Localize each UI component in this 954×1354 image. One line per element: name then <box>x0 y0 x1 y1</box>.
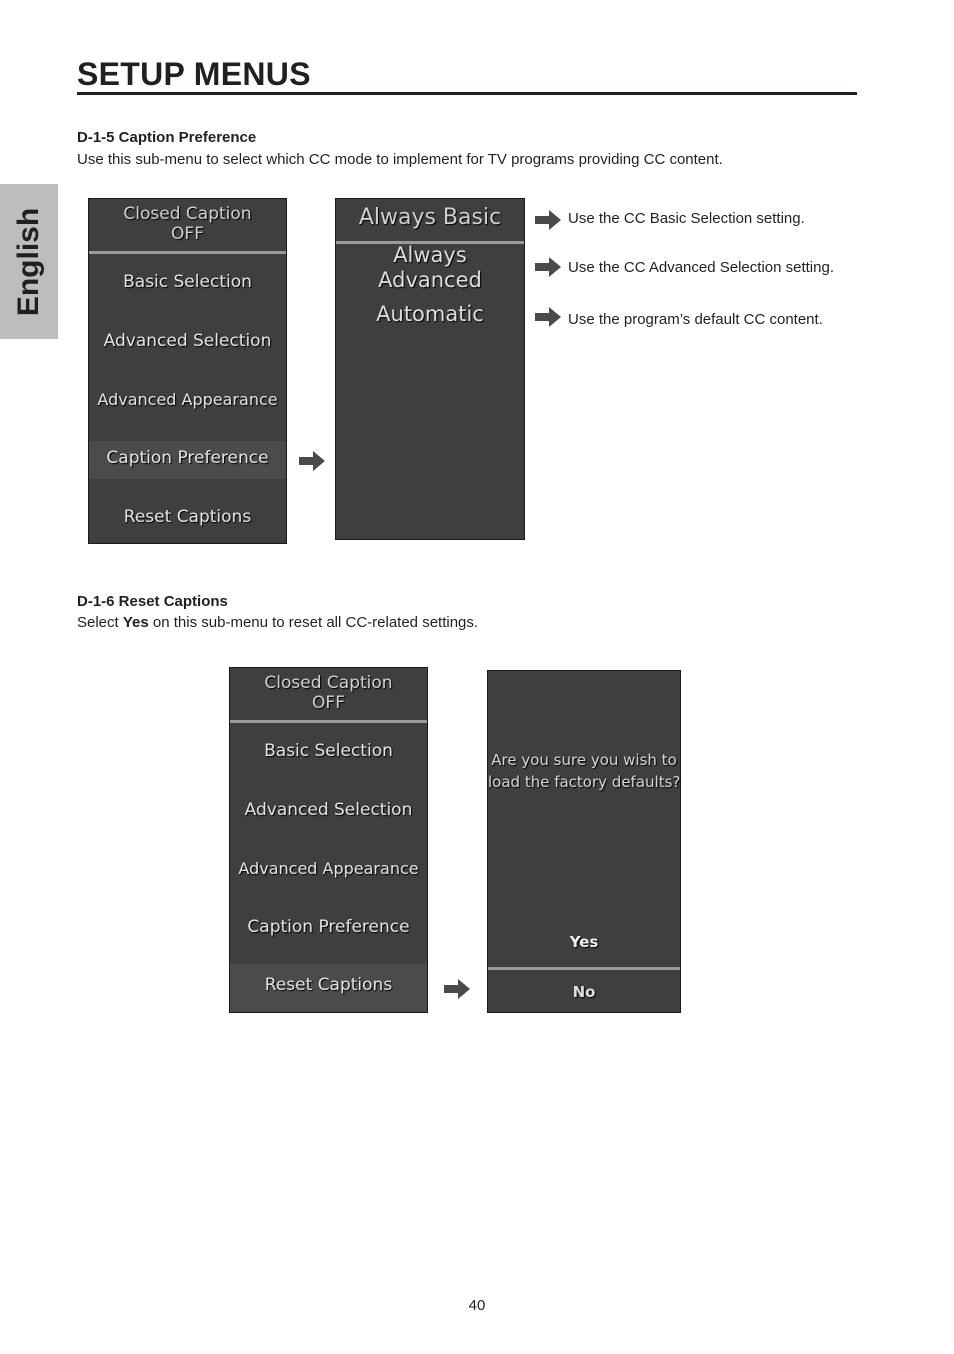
menu-item-caption-preference[interactable]: Caption Preference <box>247 917 410 937</box>
cc-menu-header-status: OFF <box>171 224 204 244</box>
page-title: SETUP MENUS <box>77 56 857 95</box>
option-always-basic[interactable]: Always Basic <box>336 205 524 244</box>
option-always-advanced[interactable] <box>336 243 524 293</box>
menu-item-reset-captions[interactable]: Reset Captions <box>123 507 252 527</box>
cc-menu-panel <box>88 198 287 544</box>
cc-menu-panel <box>229 667 428 1013</box>
section-heading-caption-preference: D-1-5 Caption Preference <box>77 129 257 146</box>
menu-item-reset-captions[interactable]: Reset Captions <box>230 964 427 1012</box>
arrow-right-icon <box>535 210 561 230</box>
option-always-advanced-line2: Advanced <box>378 268 482 292</box>
no-button[interactable]: No <box>572 983 596 1001</box>
note-always-basic: Use the CC Basic Selection setting. <box>568 210 805 227</box>
cc-menu-header <box>230 668 427 723</box>
cc-menu-header-status: OFF <box>312 693 345 713</box>
page-number: 40 <box>468 1297 486 1314</box>
yes-button[interactable]: Yes <box>488 933 680 970</box>
arrow-right-icon <box>299 451 325 471</box>
option-always-advanced-line1: Always <box>393 243 467 267</box>
menu-item-basic-selection[interactable]: Basic Selection <box>123 272 252 292</box>
section-heading-reset-captions: D-1-6 Reset Captions <box>77 593 228 610</box>
caption-preference-panel <box>335 198 525 540</box>
reset-confirm-question-line2: load the factory defaults? <box>488 773 681 791</box>
section-description-reset-captions <box>77 614 478 631</box>
reset-confirm-question-line1: Are you sure you wish to <box>491 751 677 769</box>
language-tab <box>0 184 58 339</box>
section-description-caption-preference: Use this sub-menu to select which CC mode to implement for TV programs providing CC content. <box>77 151 723 168</box>
reset-confirm-question <box>488 749 680 793</box>
note-always-advanced: Use the CC Advanced Selection setting. <box>568 259 834 276</box>
description-bold-yes: Yes <box>122 614 149 631</box>
menu-item-advanced-selection[interactable]: Advanced Selection <box>244 800 413 820</box>
option-automatic[interactable]: Automatic <box>376 302 484 326</box>
note-automatic: Use the program’s default CC content. <box>568 311 823 328</box>
arrow-right-icon <box>444 979 470 999</box>
menu-item-basic-selection[interactable]: Basic Selection <box>264 741 393 761</box>
description-text: Select <box>77 614 123 631</box>
menu-item-advanced-selection[interactable]: Advanced Selection <box>103 331 272 351</box>
menu-item-advanced-appearance[interactable]: Advanced Appearance <box>97 390 278 409</box>
menu-item-caption-preference[interactable]: Caption Preference <box>89 441 286 479</box>
arrow-right-icon <box>535 257 561 277</box>
cc-menu-header-title: Closed Caption <box>123 204 252 224</box>
arrow-right-icon <box>535 307 561 327</box>
language-tab-label: English <box>12 207 45 316</box>
cc-menu-header <box>89 199 286 254</box>
cc-menu-header-title: Closed Caption <box>264 673 393 693</box>
reset-confirm-dialog <box>487 670 681 1013</box>
description-text: on this sub-menu to reset all CC-related settings. <box>148 614 479 631</box>
menu-item-advanced-appearance[interactable]: Advanced Appearance <box>238 859 419 878</box>
